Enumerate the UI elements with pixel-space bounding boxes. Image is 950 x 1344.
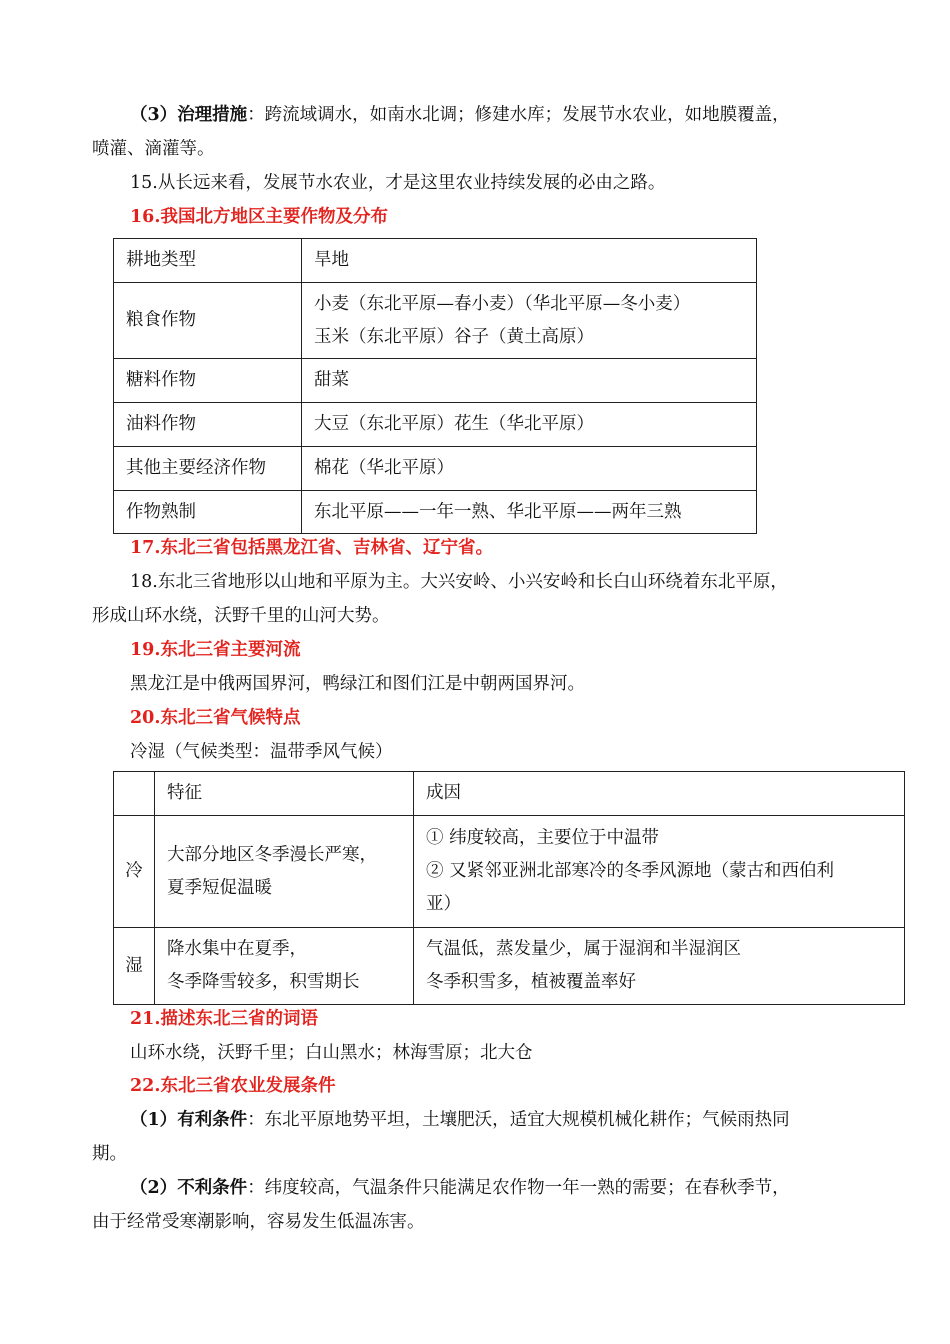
feature-line: 夏季短促温暖 [167, 877, 272, 898]
row-value: 棉花（华北平原） [302, 447, 757, 491]
feature-line: 降水集中在夏季， [167, 939, 307, 959]
row-label: 油料作物 [114, 403, 302, 447]
unfavorable-number: （2） [130, 1178, 178, 1198]
table-row [114, 447, 757, 491]
row-cause [414, 816, 905, 928]
measures-number: （3） [130, 105, 178, 125]
row-value: 大豆（东北平原）花生（华北平原） [302, 403, 757, 447]
row-label: 粮食作物 [114, 283, 302, 359]
cause-line: 冬季积雪多，植被覆盖率好 [426, 972, 636, 992]
heading-16: 16.我国北方地区主要作物及分布 [130, 207, 388, 227]
favorable-label: 有利条件 [177, 1110, 248, 1130]
paragraph-19: 黑龙江是中俄两国界河，鸭绿江和图们江是中朝两国界河。 [130, 674, 585, 694]
header-blank [114, 772, 155, 816]
row-label: 其他主要经济作物 [114, 447, 302, 491]
heading-20: 20.东北三省气候特点 [130, 708, 301, 728]
cause-line: 亚） [426, 894, 461, 914]
heading-22: 22.东北三省农业发展条件 [130, 1076, 336, 1096]
row-label: 湿 [114, 928, 155, 1005]
favorable-conditions-line2: 期。 [92, 1144, 127, 1164]
table-row [114, 359, 757, 403]
unfavorable-label: 不利条件 [177, 1178, 248, 1198]
row-value-line: 玉米（东北平原）谷子（黄土高原） [314, 326, 594, 347]
measures-label: 治理措施 [177, 105, 248, 125]
row-feature [155, 816, 414, 928]
table-row [114, 239, 757, 283]
measures-paragraph-line2: 喷灌、滴灌等。 [92, 139, 215, 159]
row-cause [414, 928, 905, 1005]
favorable-text: ：东北平原地势平坦，土壤肥沃，适宜大规模机械化耕作；气候雨热同 [247, 1110, 790, 1130]
feature-line: 大部分地区冬季漫长严寒， [167, 844, 377, 865]
crops-table [113, 238, 757, 534]
row-feature [155, 928, 414, 1005]
row-value: 旱地 [302, 239, 757, 283]
table-row [114, 928, 905, 1005]
cause-line: ① 纬度较高，主要位于中温带 [426, 828, 660, 848]
paragraph-21: 山环水绕，沃野千里；白山黑水；林海雪原；北大仓 [130, 1043, 533, 1063]
measures-text: ：跨流域调水，如南水北调；修建水库；发展节水农业，如地膜覆盖， [247, 105, 790, 125]
cause-line: 气温低，蒸发量少，属于湿润和半湿润区 [426, 939, 741, 959]
paragraph-18-line2: 形成山环水绕，沃野千里的山河大势。 [92, 606, 390, 626]
cause-line: ② 又紧邻亚洲北部寒冷的冬季风源地（蒙古和西伯利 [426, 861, 835, 881]
row-label: 冷 [114, 816, 155, 928]
table-row [114, 283, 757, 359]
row-value: 甜菜 [302, 359, 757, 403]
table-header-row [114, 772, 905, 816]
row-label: 耕地类型 [114, 239, 302, 283]
table-row [114, 403, 757, 447]
row-value [302, 283, 757, 359]
unfavorable-conditions-line2: 由于经常受寒潮影响，容易发生低温冻害。 [92, 1212, 425, 1232]
table-row [114, 816, 905, 928]
row-label: 作物熟制 [114, 491, 302, 534]
climate-table [113, 771, 905, 1005]
paragraph-18-line1: 18.东北三省地形以山地和平原为主。大兴安岭、小兴安岭和长白山环绕着东北平原， [130, 572, 788, 592]
row-label: 糖料作物 [114, 359, 302, 403]
table-row [114, 491, 757, 534]
paragraph-20: 冷湿（气候类型：温带季风气候） [130, 742, 393, 762]
unfavorable-conditions-line1 [130, 1176, 790, 1200]
feature-line: 冬季降雪较多，积雪期长 [167, 972, 360, 992]
heading-19: 19.东北三省主要河流 [130, 640, 301, 660]
favorable-conditions-line1 [130, 1108, 790, 1132]
paragraph-15: 15.从长远来看，发展节水农业，才是这里农业持续发展的必由之路。 [130, 173, 666, 193]
measures-paragraph-line1 [130, 103, 790, 127]
header-cause: 成因 [414, 772, 905, 816]
heading-21: 21.描述东北三省的词语 [130, 1009, 318, 1029]
unfavorable-text: ：纬度较高，气温条件只能满足农作物一年一熟的需要；在春秋季节， [247, 1178, 790, 1198]
row-value: 东北平原——一年一熟、华北平原——两年三熟 [302, 491, 757, 534]
favorable-number: （1） [130, 1110, 178, 1130]
row-value-line: 小麦（东北平原—春小麦）（华北平原—冬小麦） [314, 293, 691, 314]
header-feature: 特征 [155, 772, 414, 816]
heading-17: 17.东北三省包括黑龙江省、吉林省、辽宁省。 [130, 538, 493, 558]
